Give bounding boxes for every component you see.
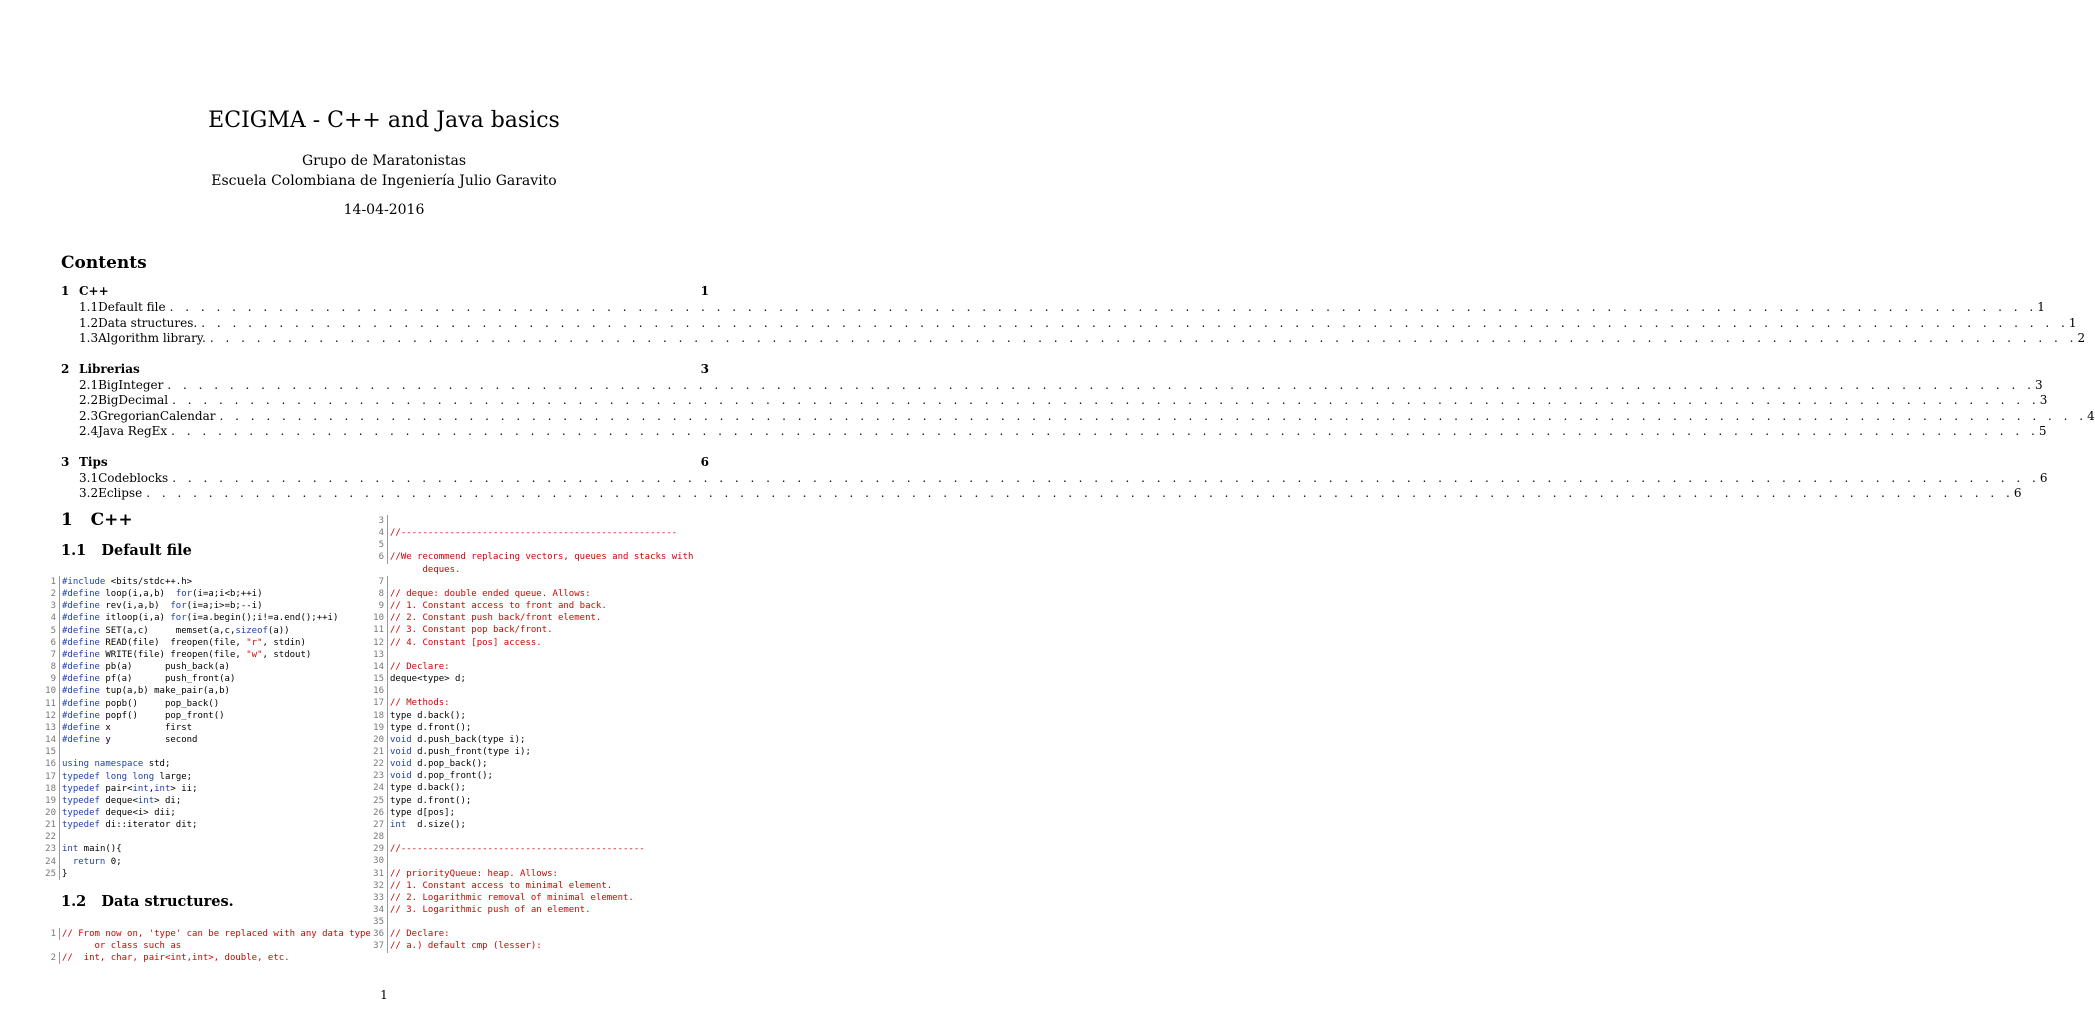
toc-section-title: Librerias bbox=[79, 361, 140, 376]
toc-page-number: 6 bbox=[2039, 470, 2048, 485]
code-keyword: #define bbox=[62, 674, 100, 685]
line-number: 4 bbox=[44, 612, 60, 624]
code-keyword: int bbox=[137, 795, 155, 806]
code-keyword: return bbox=[72, 856, 106, 867]
toc-section-number: 1 bbox=[61, 284, 70, 298]
toc-subsection[interactable] bbox=[61, 393, 2048, 409]
line-number: 35 bbox=[372, 916, 388, 928]
code-text: loop(i,a,b) bbox=[99, 589, 176, 600]
toc-section-number: 3 bbox=[61, 454, 70, 469]
line-number: 20 bbox=[44, 807, 60, 819]
code-text: 0; bbox=[105, 856, 122, 867]
code-text: main(){ bbox=[78, 844, 122, 855]
toc-page-number: 5 bbox=[2038, 424, 2047, 438]
toc-section-title: C++ bbox=[79, 284, 109, 298]
code-text: d.size(); bbox=[406, 819, 466, 830]
code-comment: // 3. Constant pop back/front. bbox=[390, 625, 553, 636]
code-line bbox=[372, 661, 693, 673]
code-comment: // Methods: bbox=[390, 698, 450, 709]
code-keyword: for bbox=[170, 613, 187, 624]
code-text: SET(a,c) memset(a,c, bbox=[99, 625, 236, 636]
code-comment: //--------------------------------------------------- bbox=[390, 528, 678, 539]
code-keyword: void bbox=[390, 759, 412, 770]
line-number: 12 bbox=[44, 710, 60, 722]
code-text: d.pop_back(); bbox=[411, 759, 488, 770]
code-text: d.push_back(type i); bbox=[411, 734, 526, 745]
code-keyword: for bbox=[170, 601, 187, 612]
toc-page-number: 1 bbox=[2037, 300, 2045, 314]
line-number: 37 bbox=[372, 940, 388, 952]
code-text: deque<type> d; bbox=[390, 674, 466, 685]
code-text: type d.front(); bbox=[390, 795, 472, 806]
code-text: popb() pop_back() bbox=[99, 698, 220, 709]
toc-subsection[interactable] bbox=[61, 300, 2045, 316]
code-keyword: void bbox=[390, 771, 412, 782]
toc-subsection-number: 2.2 bbox=[79, 393, 99, 407]
code-line bbox=[372, 855, 693, 867]
code-text: (i=a.begin();i!=a.end();++i) bbox=[186, 613, 339, 624]
code-line bbox=[372, 600, 693, 612]
line-number: 17 bbox=[372, 697, 388, 709]
code-text: deque<i> dii; bbox=[99, 807, 176, 818]
subsection-heading-default-file: 1.1 Default file bbox=[61, 542, 192, 559]
line-number: 1 bbox=[44, 928, 60, 940]
code-line bbox=[372, 831, 693, 843]
toc-leader-dots: . . . . . . . . . . . . . . . . . . . . . . . . . . . . . . . . . . . . . . . . . . . . . . . . . . . . . . . . . . . . . . . . . . . . . . . . . . . . . . . . . . . . . . . . . . . . . . . . . . . . . . . . . . . . . . . . . . . . . . . . bbox=[201, 315, 2069, 330]
code-line bbox=[372, 649, 693, 661]
line-number: 13 bbox=[44, 722, 60, 734]
code-line bbox=[372, 807, 693, 819]
toc-page-number: 3 bbox=[700, 361, 709, 376]
code-text: type d.back(); bbox=[390, 783, 466, 794]
code-line bbox=[372, 673, 693, 685]
code-text: WRITE(file) freopen(file, bbox=[99, 649, 247, 660]
page-number: 1 bbox=[380, 988, 388, 1002]
code-line bbox=[44, 795, 338, 807]
line-number: 9 bbox=[44, 673, 60, 685]
code-line bbox=[44, 625, 338, 637]
code-comment: // 3. Logarithmic push of an element. bbox=[390, 905, 591, 915]
toc-subsection[interactable] bbox=[61, 377, 2043, 394]
code-string: "r" bbox=[246, 637, 263, 648]
line-number: 28 bbox=[372, 831, 388, 843]
code-keyword: #define bbox=[62, 722, 100, 733]
code-text: large; bbox=[154, 771, 193, 782]
code-comment: // 1. Constant access to minimal element. bbox=[390, 880, 613, 891]
code-line bbox=[44, 734, 338, 746]
toc-subsection[interactable] bbox=[61, 408, 2095, 425]
code-line bbox=[44, 637, 338, 649]
toc-section-number: 2 bbox=[61, 361, 70, 376]
code-comment: or class such as bbox=[62, 941, 182, 952]
code-line bbox=[44, 771, 338, 783]
code-line bbox=[372, 576, 693, 588]
line-number: 7 bbox=[44, 649, 60, 661]
code-string: "w" bbox=[246, 649, 263, 660]
code-keyword: void bbox=[390, 734, 412, 745]
toc-subsection-title: BigDecimal bbox=[98, 393, 169, 407]
code-comment: // From now on, 'type' can be replaced with any data type bbox=[62, 929, 371, 939]
subsection-heading-data-structures: 1.2 Data structures. bbox=[61, 893, 234, 910]
toc-subsection-title: BigInteger bbox=[98, 377, 164, 392]
code-text: > di; bbox=[154, 795, 182, 806]
toc-subsection[interactable] bbox=[61, 486, 2022, 502]
code-text: (a)) bbox=[267, 625, 290, 636]
code-comment: // priorityQueue: heap. Allows: bbox=[390, 868, 558, 879]
code-keyword: #define bbox=[62, 735, 100, 746]
toc-subsection-title: Java RegEx bbox=[98, 424, 168, 438]
code-line bbox=[372, 612, 693, 624]
author-block bbox=[0, 151, 768, 191]
code-comment: // int, char, pair<int,int>, double, etc. bbox=[62, 953, 290, 964]
code-text: x first bbox=[99, 722, 193, 733]
toc-subsection-number: 2.1 bbox=[79, 377, 99, 392]
code-keyword: typedef bbox=[62, 771, 100, 782]
line-number: 6 bbox=[44, 637, 60, 649]
code-line bbox=[44, 746, 338, 758]
line-number: 15 bbox=[44, 746, 60, 758]
code-comment: //--------------------------------------------- bbox=[390, 844, 645, 855]
code-line bbox=[372, 782, 693, 794]
code-text bbox=[62, 857, 73, 867]
author-group: Grupo de Maratonistas bbox=[301, 153, 467, 169]
code-line bbox=[372, 770, 693, 782]
code-line bbox=[44, 758, 338, 770]
code-line bbox=[372, 564, 693, 576]
toc-subsection-number: 2.4 bbox=[79, 424, 99, 438]
toc-leader-dots: . . . . . . . . . . . . . . . . . . . . . . . . . . . . . . . . . . . . . . . . . . . . . . . . . . . . . . . . . . . . . . . . . . . . . . . . . . . . . . . . . . . . . . . . . . . . . . . . . . . . . . . . . . . . . . . . . . . . . . . . bbox=[209, 331, 2078, 345]
document-title: ECIGMA - C++ and Java basics bbox=[208, 108, 560, 133]
code-comment: // 2. Logarithmic removal of minimal element. bbox=[390, 892, 634, 903]
code-line bbox=[372, 892, 693, 904]
code-keyword: #define bbox=[62, 649, 100, 660]
code-text: pair< bbox=[99, 783, 133, 794]
code-keyword: #include bbox=[62, 577, 106, 587]
code-text: pf(a) push_front(a) bbox=[99, 674, 236, 685]
line-number: 14 bbox=[372, 661, 388, 673]
line-number: 7 bbox=[372, 576, 388, 588]
code-comment: deques. bbox=[390, 564, 461, 575]
toc-leader-dots: . . . . . . . . . . . . . . . . . . . . . . . . . . . . . . . . . . . . . . . . . . . . . . . . . . . . . . . . . . . . . . . . . . . . . . . . . . . . . . . . . . . . . . . . . . . . . . . . . . . . . . . . . . . . . . . . . . . . . . . . bbox=[171, 424, 2039, 438]
code-text: <bits/stdc++.h> bbox=[105, 577, 193, 587]
code-comment: // 4. Constant [pos] access. bbox=[390, 637, 542, 648]
line-number: 8 bbox=[372, 588, 388, 600]
code-text: deque< bbox=[99, 795, 138, 806]
line-number: 4 bbox=[372, 527, 388, 539]
line-number: 29 bbox=[372, 843, 388, 855]
line-number: 26 bbox=[372, 807, 388, 819]
code-line bbox=[44, 952, 371, 964]
code-text: type d.front(); bbox=[390, 722, 472, 733]
code-line bbox=[44, 868, 338, 880]
line-number: 10 bbox=[44, 685, 60, 697]
toc-leader-dots: . . . . . . . . . . . . . . . . . . . . . . . . . . . . . . . . . . . . . . . . . . . . . . . . . . . . . . . . . . . . . . . . . . . . . . . . . . . . . . . . . . . . . . . . . . . . . . . . . . . . . . . . . . . . . . . . . . . . . . . . bbox=[146, 486, 2014, 500]
code-text: itloop(i,a) bbox=[99, 613, 171, 624]
code-listing-default-file bbox=[44, 576, 338, 880]
line-number: 5 bbox=[372, 539, 388, 551]
toc-section[interactable] bbox=[61, 362, 709, 378]
code-line bbox=[372, 637, 693, 649]
code-comment: // Declare: bbox=[390, 661, 450, 672]
code-line bbox=[372, 527, 693, 539]
line-number: 32 bbox=[372, 880, 388, 892]
code-line bbox=[44, 843, 338, 855]
line-number: 27 bbox=[372, 819, 388, 831]
line-number: 12 bbox=[372, 637, 388, 649]
toc-page-number: 6 bbox=[2013, 486, 2022, 500]
line-number: 36 bbox=[372, 928, 388, 940]
toc-subsection-title: Data structures. bbox=[98, 315, 198, 330]
document-date: 14-04-2016 bbox=[343, 202, 425, 218]
code-text: , stdin) bbox=[262, 637, 306, 648]
toc-subsection-number: 3.1 bbox=[79, 470, 99, 485]
code-listing-data-structures bbox=[44, 928, 371, 964]
code-line bbox=[372, 551, 693, 563]
code-listing-deque bbox=[372, 515, 693, 953]
code-line bbox=[372, 880, 693, 892]
toc-subsection-number: 1.3 bbox=[79, 331, 99, 345]
code-keyword: long long bbox=[105, 771, 155, 782]
code-line bbox=[372, 916, 693, 928]
code-text: , bbox=[148, 783, 155, 794]
toc-subsection-title: Algorithm library. bbox=[98, 331, 206, 345]
line-number: 23 bbox=[372, 770, 388, 782]
code-line bbox=[372, 904, 693, 916]
toc-subsection-title: Default file bbox=[98, 300, 166, 314]
code-text: } bbox=[62, 868, 68, 879]
code-comment: // a.) default cmp (lesser): bbox=[390, 941, 542, 952]
line-number: 14 bbox=[44, 734, 60, 746]
line-number: 22 bbox=[372, 758, 388, 770]
code-line bbox=[372, 710, 693, 722]
toc-leader-dots: . . . . . . . . . . . . . . . . . . . . . . . . . . . . . . . . . . . . . . . . . . . . . . . . . . . . . . . . . . . . . . . . . . . . . . . . . . . . . . . . . . . . . . . . . . . . . . . . . . . . . . . . . . . . . . . . . . . . . . . . bbox=[172, 393, 2040, 407]
toc-leader-dots: . . . . . . . . . . . . . . . . . . . . . . . . . . . . . . . . . . . . . . . . . . . . . . . . . . . . . . . . . . . . . . . . . . . . . . . . . . . . . . . . . . . . . . . . . . . . . . . . . . . . . . . . . . . . . . . . . . . . . . . . bbox=[219, 408, 2088, 423]
line-number: 11 bbox=[44, 698, 60, 710]
code-line bbox=[44, 685, 338, 697]
line-number: 21 bbox=[372, 746, 388, 758]
code-text: di::iterator dit; bbox=[99, 820, 198, 831]
code-text: d.push_front(type i); bbox=[411, 746, 531, 757]
code-line bbox=[372, 588, 693, 600]
code-text: > ii; bbox=[170, 783, 198, 794]
code-keyword: using namespace bbox=[62, 759, 144, 770]
code-line bbox=[44, 722, 338, 734]
code-line bbox=[372, 697, 693, 709]
code-keyword: int bbox=[154, 783, 171, 794]
section-heading-cpp: 1 C++ bbox=[61, 510, 133, 530]
line-number: 11 bbox=[372, 624, 388, 636]
toc-subsection-title: Codeblocks bbox=[98, 470, 169, 485]
line-number: 17 bbox=[44, 771, 60, 783]
code-keyword: int bbox=[132, 783, 149, 794]
code-comment: // deque: double ended queue. Allows: bbox=[390, 588, 591, 599]
code-line bbox=[44, 600, 338, 612]
code-line bbox=[372, 624, 693, 636]
toc-leader-dots: . . . . . . . . . . . . . . . . . . . . . . . . . . . . . . . . . . . . . . . . . . . . . . . . . . . . . . . . . . . . . . . . . . . . . . . . . . . . . . . . . . . . . . . . . . . . . . . . . . . . . . . . . . . . . . . . . . . . . . . . bbox=[172, 470, 2040, 485]
code-text: (i=a;i<b;++i) bbox=[192, 589, 263, 600]
code-text: type d[pos]; bbox=[390, 807, 456, 818]
code-keyword: #define bbox=[62, 601, 100, 612]
line-number: 30 bbox=[372, 855, 388, 867]
code-line bbox=[44, 928, 371, 940]
toc-subsection-title: GregorianCalendar bbox=[98, 408, 216, 423]
code-text: rev(i,a,b) bbox=[99, 601, 171, 612]
line-number: 10 bbox=[372, 612, 388, 624]
line-number: 24 bbox=[372, 782, 388, 794]
line-number: 13 bbox=[372, 649, 388, 661]
code-keyword: typedef bbox=[62, 807, 100, 818]
toc-subsection[interactable] bbox=[61, 424, 2047, 440]
line-number: 25 bbox=[44, 868, 60, 880]
code-line bbox=[44, 698, 338, 710]
toc-page-number: 6 bbox=[700, 454, 709, 469]
code-text: type d.back(); bbox=[390, 710, 466, 721]
code-text: popf() pop_front() bbox=[99, 710, 225, 721]
code-keyword: #define bbox=[62, 710, 100, 721]
line-number: 33 bbox=[372, 892, 388, 904]
code-keyword: sizeof bbox=[235, 625, 268, 636]
code-line bbox=[372, 795, 693, 807]
toc-section[interactable] bbox=[61, 284, 709, 300]
toc-subsection[interactable] bbox=[61, 331, 2086, 347]
line-number: 24 bbox=[44, 856, 60, 868]
code-keyword: #define bbox=[62, 625, 100, 636]
code-keyword: #define bbox=[62, 662, 100, 673]
code-line bbox=[44, 856, 338, 868]
code-text: (i=a;i>=b;--i) bbox=[186, 601, 263, 612]
line-number: 3 bbox=[44, 600, 60, 612]
code-comment: // Declare: bbox=[390, 929, 450, 940]
code-line bbox=[44, 576, 338, 588]
code-line bbox=[372, 843, 693, 855]
toc-subsection-number: 3.2 bbox=[79, 486, 99, 500]
code-line bbox=[372, 685, 693, 697]
line-number: 19 bbox=[372, 722, 388, 734]
line-number: 2 bbox=[44, 588, 60, 600]
code-keyword: for bbox=[175, 589, 193, 600]
code-keyword: #define bbox=[62, 613, 100, 624]
line-number: 34 bbox=[372, 904, 388, 916]
line-number: 16 bbox=[372, 685, 388, 697]
toc-section[interactable] bbox=[61, 455, 709, 471]
code-keyword: #define bbox=[62, 637, 100, 648]
toc-subsection[interactable] bbox=[61, 315, 2077, 332]
code-line bbox=[372, 819, 693, 831]
code-line bbox=[44, 807, 338, 819]
toc-leader-dots: . . . . . . . . . . . . . . . . . . . . . . . . . . . . . . . . . . . . . . . . . . . . . . . . . . . . . . . . . . . . . . . . . . . . . . . . . . . . . . . . . . . . . . . . . . . . . . . . . . . . . . . . . . . . . . . . . . . . . . . . bbox=[169, 300, 2038, 314]
toc-leader-dots: . . . . . . . . . . . . . . . . . . . . . . . . . . . . . . . . . . . . . . . . . . . . . . . . . . . . . . . . . . . . . . . . . . . . . . . . . . . . . . . . . . . . . . . . . . . . . . . . . . . . . . . . . . . . . . . . . . . . . . . . bbox=[167, 377, 2035, 392]
line-number: 1 bbox=[44, 576, 60, 588]
code-keyword: typedef bbox=[62, 783, 100, 794]
code-keyword: typedef bbox=[62, 820, 100, 831]
code-line bbox=[44, 673, 338, 685]
code-line bbox=[44, 783, 338, 795]
code-line bbox=[372, 868, 693, 880]
toc-heading: Contents bbox=[61, 253, 147, 273]
code-line bbox=[44, 661, 338, 673]
line-number: 18 bbox=[372, 710, 388, 722]
code-text: , stdout) bbox=[262, 649, 312, 660]
toc-page-number: 2 bbox=[2077, 331, 2086, 345]
toc-subsection-title: Eclipse bbox=[98, 486, 143, 500]
code-line bbox=[44, 612, 338, 624]
code-keyword: #define bbox=[62, 698, 100, 709]
line-number: 6 bbox=[372, 551, 388, 563]
toc-subsection-number: 1.2 bbox=[79, 315, 99, 330]
toc-subsection[interactable] bbox=[61, 470, 2048, 487]
line-number: 25 bbox=[372, 795, 388, 807]
code-line bbox=[44, 710, 338, 722]
code-line bbox=[372, 734, 693, 746]
line-number: 22 bbox=[44, 831, 60, 843]
line-number: 31 bbox=[372, 868, 388, 880]
code-line bbox=[44, 819, 338, 831]
table-of-contents bbox=[61, 284, 2095, 502]
toc-page-number: 4 bbox=[2087, 408, 2095, 423]
code-line bbox=[44, 831, 338, 843]
line-number: 21 bbox=[44, 819, 60, 831]
code-line bbox=[372, 940, 693, 952]
code-line bbox=[372, 746, 693, 758]
code-text: y second bbox=[99, 735, 198, 746]
code-text: tup(a,b) make_pair(a,b) bbox=[99, 686, 230, 697]
code-keyword: void bbox=[390, 746, 412, 757]
author-school: Escuela Colombiana de Ingeniería Julio Garavito bbox=[211, 173, 557, 189]
line-number: 2 bbox=[44, 952, 60, 964]
code-text: std; bbox=[143, 759, 171, 770]
line-number: 9 bbox=[372, 600, 388, 612]
code-line bbox=[44, 649, 338, 661]
code-comment: //We recommend replacing vectors, queues and stacks with bbox=[390, 552, 694, 563]
code-line bbox=[372, 515, 693, 527]
line-number: 5 bbox=[44, 625, 60, 637]
line-number: 3 bbox=[372, 515, 388, 527]
line-number: 8 bbox=[44, 661, 60, 673]
line-number: 18 bbox=[44, 783, 60, 795]
code-text: READ(file) freopen(file, bbox=[99, 637, 247, 648]
toc-subsection-number: 2.3 bbox=[79, 408, 99, 423]
code-line bbox=[372, 928, 693, 940]
line-number: 23 bbox=[44, 843, 60, 855]
toc-page-number: 1 bbox=[2068, 315, 2077, 330]
code-comment: // 1. Constant access to front and back. bbox=[390, 601, 607, 612]
code-line bbox=[372, 539, 693, 551]
line-number: 15 bbox=[372, 673, 388, 685]
code-keyword: int bbox=[62, 844, 79, 855]
code-line bbox=[44, 940, 371, 952]
code-text: d.pop_front(); bbox=[411, 771, 493, 782]
code-comment: // 2. Constant push back/front element. bbox=[390, 613, 602, 624]
code-line bbox=[44, 588, 338, 600]
line-number: 20 bbox=[372, 734, 388, 746]
toc-subsection-number: 1.1 bbox=[79, 300, 99, 314]
code-text: pb(a) push_back(a) bbox=[99, 662, 230, 673]
line-number: 16 bbox=[44, 758, 60, 770]
toc-page-number: 3 bbox=[2039, 393, 2048, 407]
toc-page-number: 3 bbox=[2035, 377, 2043, 392]
code-keyword: #define bbox=[62, 589, 100, 600]
code-line bbox=[372, 722, 693, 734]
code-keyword: #define bbox=[62, 686, 100, 697]
toc-section-title: Tips bbox=[79, 454, 108, 469]
code-line bbox=[372, 758, 693, 770]
code-keyword: int bbox=[390, 819, 407, 830]
toc-page-number: 1 bbox=[700, 284, 709, 298]
line-number: 19 bbox=[44, 795, 60, 807]
code-keyword: typedef bbox=[62, 795, 100, 806]
